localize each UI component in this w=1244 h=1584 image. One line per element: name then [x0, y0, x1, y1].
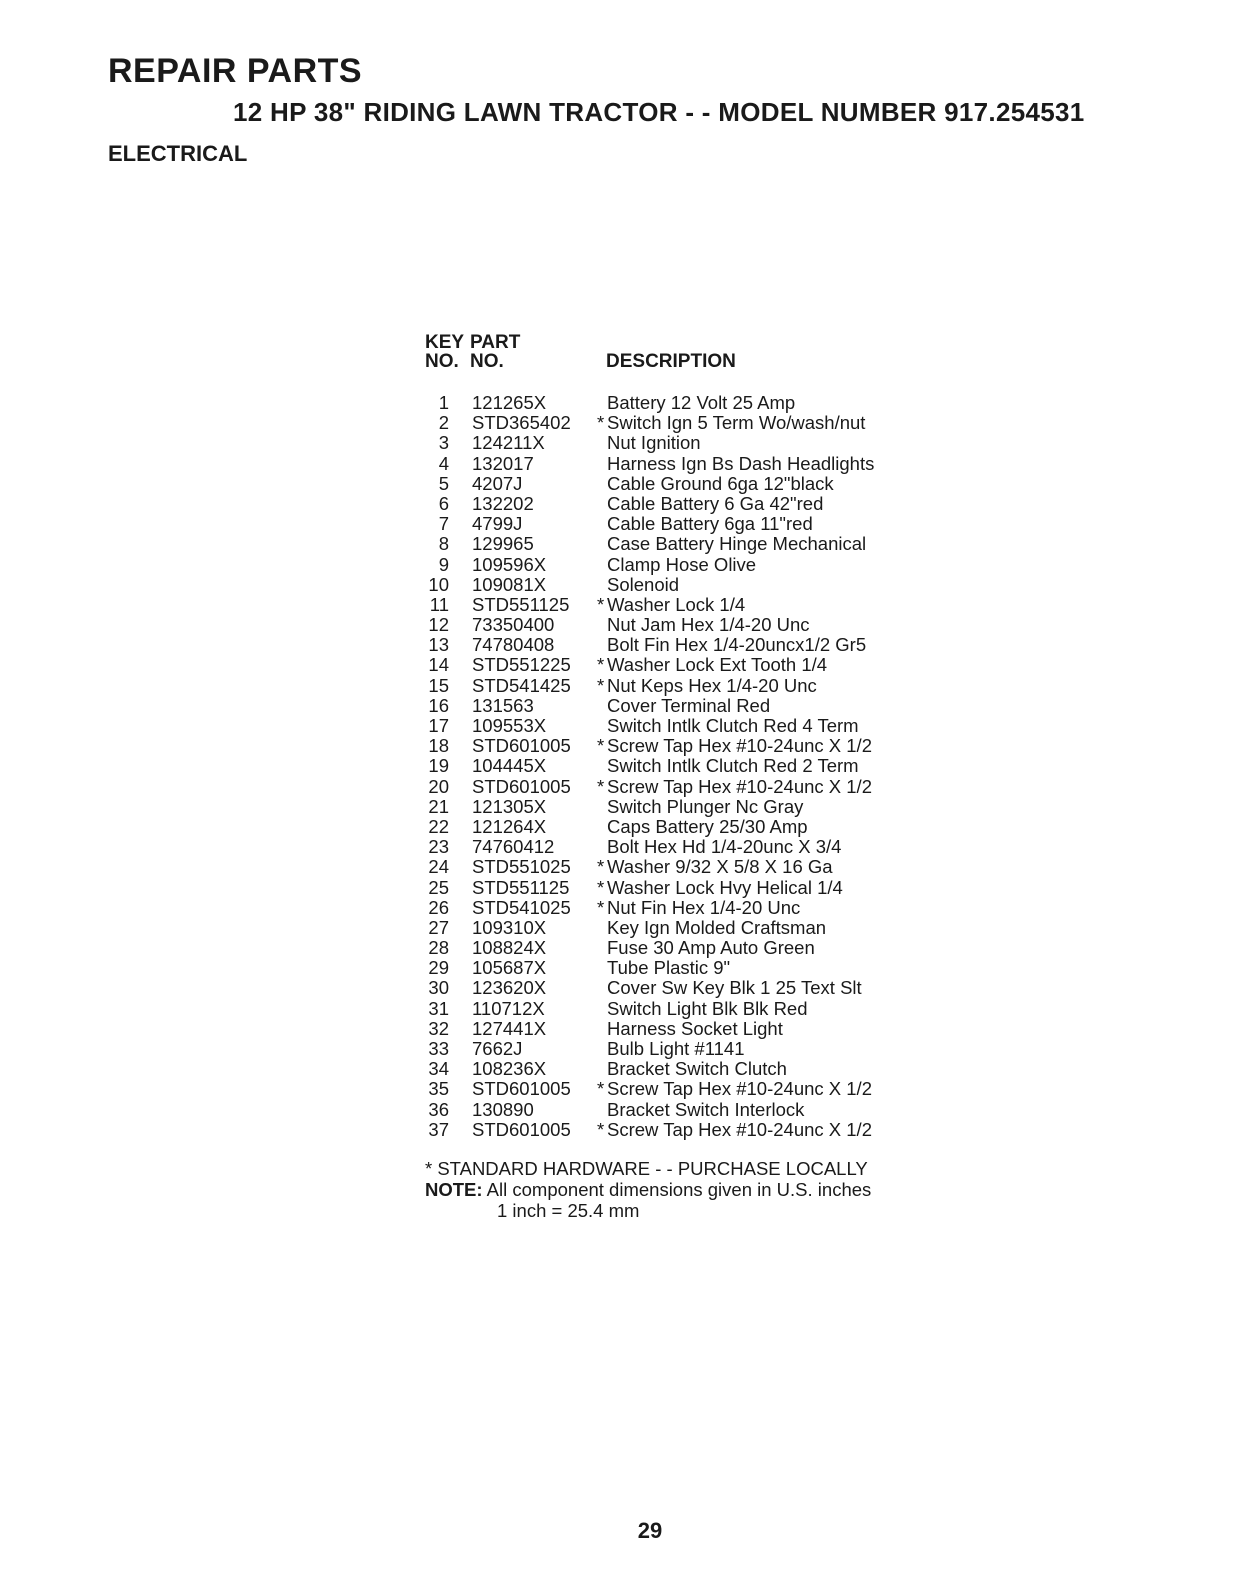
note-label: NOTE:: [425, 1179, 483, 1200]
part-no-cell: 73350400: [472, 614, 555, 636]
part-no-cell: 129965: [472, 533, 534, 555]
description-cell: Clamp Hose Olive: [607, 553, 757, 575]
part-no-cell: 109310X: [472, 916, 547, 938]
key-no-cell: 15: [428, 674, 449, 696]
key-no-cell: 23: [428, 836, 449, 858]
part-no-cell: 121265X: [472, 392, 547, 413]
description-header: DESCRIPTION: [606, 351, 736, 372]
standard-hardware-marker: *: [597, 735, 605, 757]
key-no-cell: 1: [438, 392, 449, 413]
part-no-cell: STD601005: [472, 775, 571, 797]
description-cell: Bracket Switch Interlock: [607, 1098, 805, 1120]
description-cell: Nut Fin Hex 1/4-20 Unc: [607, 896, 801, 918]
note-text: All component dimensions given in U.S. inches: [482, 1179, 872, 1200]
key-no-cell: 34: [428, 1058, 449, 1080]
part-no-cell: STD365402: [472, 412, 571, 434]
description-cell: Screw Tap Hex #10-24unc X 1/2: [607, 775, 872, 797]
part-no-cell: 123620X: [472, 977, 547, 999]
key-no-cell: 4: [438, 452, 449, 474]
key-no-header-line1: KEY: [425, 332, 465, 353]
standard-hardware-marker: *: [597, 674, 605, 696]
part-no-cell: 127441X: [472, 1017, 547, 1039]
key-no-cell: 29: [428, 957, 449, 979]
key-no-cell: 25: [428, 876, 449, 898]
page-title: REPAIR PARTS: [108, 52, 363, 90]
key-no-cell: 22: [428, 815, 449, 837]
description-cell: Screw Tap Hex #10-24unc X 1/2: [607, 735, 872, 757]
key-no-cell: 12: [428, 614, 449, 636]
description-cell: Switch Light Blk Blk Red: [607, 997, 808, 1019]
key-no-cell: 18: [428, 735, 449, 757]
description-cell: Screw Tap Hex #10-24unc X 1/2: [607, 1078, 872, 1100]
standard-hardware-marker: *: [597, 593, 605, 615]
standard-hardware-marker: *: [597, 856, 605, 878]
key-no-cell: 3: [438, 432, 449, 454]
description-cell: Case Battery Hinge Mechanical: [607, 533, 867, 555]
key-no-cell: 24: [428, 856, 449, 878]
standard-hardware-marker: *: [597, 896, 605, 918]
key-no-cell: 11: [429, 593, 449, 615]
part-no-cell: 109553X: [472, 715, 547, 736]
key-no-cell: 13: [428, 634, 449, 656]
key-no-cell: 26: [428, 896, 449, 918]
part-no-cell: 121264X: [472, 815, 547, 837]
description-cell: Washer Lock Hvy Helical 1/4: [607, 876, 843, 898]
part-no-cell: 4799J: [472, 513, 523, 535]
description-cell: Washer 9/32 X 5/8 X 16 Ga: [607, 856, 833, 878]
page-number: 29: [637, 1518, 663, 1543]
description-cell: Harness Socket Light: [607, 1017, 783, 1039]
key-no-cell: 19: [428, 755, 449, 777]
description-cell: Nut Keps Hex 1/4-20 Unc: [607, 674, 817, 696]
description-cell: Solenoid: [607, 573, 680, 595]
part-no-cell: 74760412: [472, 836, 555, 858]
key-no-cell: 36: [428, 1098, 449, 1120]
part-no-cell: 124211X: [472, 432, 545, 454]
description-cell: Bulb Light #1141: [607, 1038, 745, 1059]
part-no-cell: STD601005: [472, 1118, 571, 1140]
key-no-cell: 31: [428, 997, 449, 1019]
description-cell: Harness Ign Bs Dash Headlights: [607, 452, 875, 474]
part-no-cell: STD601005: [472, 735, 571, 757]
key-no-cell: 17: [428, 715, 449, 736]
key-no-cell: 32: [428, 1017, 449, 1039]
part-no-header-line2: NO.: [470, 351, 504, 372]
key-no-cell: 9: [438, 553, 449, 575]
dimensions-note: [425, 1179, 871, 1200]
description-cell: Key Ign Molded Craftsman: [607, 916, 827, 938]
key-no-cell: 35: [428, 1078, 449, 1100]
part-no-cell: 108236X: [472, 1058, 547, 1080]
part-no-cell: STD551025: [472, 856, 571, 878]
part-no-cell: 7662J: [472, 1038, 523, 1059]
key-no-cell: 20: [428, 775, 449, 797]
part-no-cell: STD541025: [472, 896, 571, 918]
description-cell: Switch Plunger Nc Gray: [607, 795, 804, 817]
part-no-cell: 74780408: [472, 634, 555, 656]
description-cell: Nut Jam Hex 1/4-20 Unc: [607, 614, 810, 636]
description-cell: Bolt Hex Hd 1/4-20unc X 3/4: [607, 836, 842, 858]
part-no-cell: STD551225: [472, 654, 571, 676]
part-no-cell: 132202: [472, 492, 534, 514]
part-no-header-line1: PART: [470, 332, 521, 353]
model-subtitle: 12 HP 38" RIDING LAWN TRACTOR - - MODEL NUMBER 917.254531: [233, 97, 1085, 127]
description-cell: Switch Intlk Clutch Red 4 Term: [607, 715, 859, 736]
description-cell: Cable Battery 6ga 11"red: [607, 513, 813, 535]
part-no-cell: STD551125: [472, 593, 570, 615]
key-no-cell: 5: [438, 472, 449, 494]
description-cell: Cable Ground 6ga 12"black: [607, 472, 834, 494]
key-no-cell: 37: [428, 1118, 449, 1140]
description-cell: Battery 12 Volt 25 Amp: [607, 392, 796, 413]
description-cell: Nut Ignition: [607, 432, 701, 454]
description-cell: Cover Sw Key Blk 1 25 Text Slt: [607, 977, 862, 999]
key-no-cell: 27: [428, 916, 449, 938]
key-no-cell: 10: [428, 573, 449, 595]
standard-hardware-marker: *: [597, 1118, 605, 1140]
description-cell: Switch Ign 5 Term Wo/wash/nut: [607, 412, 866, 434]
key-no-cell: 28: [428, 937, 449, 959]
part-no-cell: 121305X: [472, 795, 547, 817]
standard-hardware-marker: *: [597, 876, 605, 898]
conversion-note: 1 inch = 25.4 mm: [497, 1200, 640, 1221]
part-no-cell: 108824X: [472, 937, 547, 959]
description-cell: Screw Tap Hex #10-24unc X 1/2: [607, 1118, 872, 1140]
description-cell: Switch Intlk Clutch Red 2 Term: [607, 755, 859, 777]
description-cell: Washer Lock 1/4: [607, 593, 746, 615]
standard-hardware-marker: *: [597, 775, 605, 797]
part-no-cell: 105687X: [472, 957, 547, 979]
key-no-cell: 6: [438, 492, 449, 514]
key-no-cell: 21: [428, 795, 449, 817]
description-cell: Caps Battery 25/30 Amp: [607, 815, 808, 837]
key-no-cell: 30: [428, 977, 449, 999]
standard-hardware-marker: *: [597, 412, 605, 434]
part-no-cell: STD551125: [472, 876, 570, 898]
description-cell: Washer Lock Ext Tooth 1/4: [607, 654, 828, 676]
description-cell: Cable Battery 6 Ga 42"red: [607, 492, 824, 514]
part-no-cell: 110712X: [472, 997, 545, 1019]
key-no-cell: 8: [438, 533, 449, 555]
key-no-header-line2: NO.: [425, 351, 459, 372]
part-no-cell: 130890: [472, 1098, 534, 1120]
standard-hardware-marker: *: [597, 1078, 605, 1100]
description-cell: Bracket Switch Clutch: [607, 1058, 787, 1080]
part-no-cell: 109081X: [472, 573, 547, 595]
key-no-cell: 7: [438, 513, 449, 535]
part-no-cell: 132017: [472, 452, 534, 474]
section-heading: ELECTRICAL: [108, 141, 248, 166]
part-no-cell: 109596X: [472, 553, 547, 575]
standard-hardware-marker: *: [597, 654, 605, 676]
key-no-cell: 2: [438, 412, 449, 434]
description-cell: Fuse 30 Amp Auto Green: [607, 937, 815, 959]
footnotes: [425, 1158, 871, 1221]
description-cell: Bolt Fin Hex 1/4-20uncx1/2 Gr5: [607, 634, 867, 656]
key-no-cell: 14: [428, 654, 449, 676]
part-no-cell: STD601005: [472, 1078, 571, 1100]
part-no-cell: STD541425: [472, 674, 571, 696]
key-no-cell: 33: [428, 1038, 449, 1059]
description-cell: Cover Terminal Red: [607, 694, 771, 716]
description-cell: Tube Plastic 9": [607, 957, 731, 979]
part-no-cell: 104445X: [472, 755, 547, 777]
part-no-cell: 4207J: [472, 472, 523, 494]
standard-hardware-note: * STANDARD HARDWARE - - PURCHASE LOCALLY: [425, 1158, 868, 1179]
key-no-cell: 16: [428, 694, 449, 716]
part-no-cell: 131563: [472, 694, 534, 716]
